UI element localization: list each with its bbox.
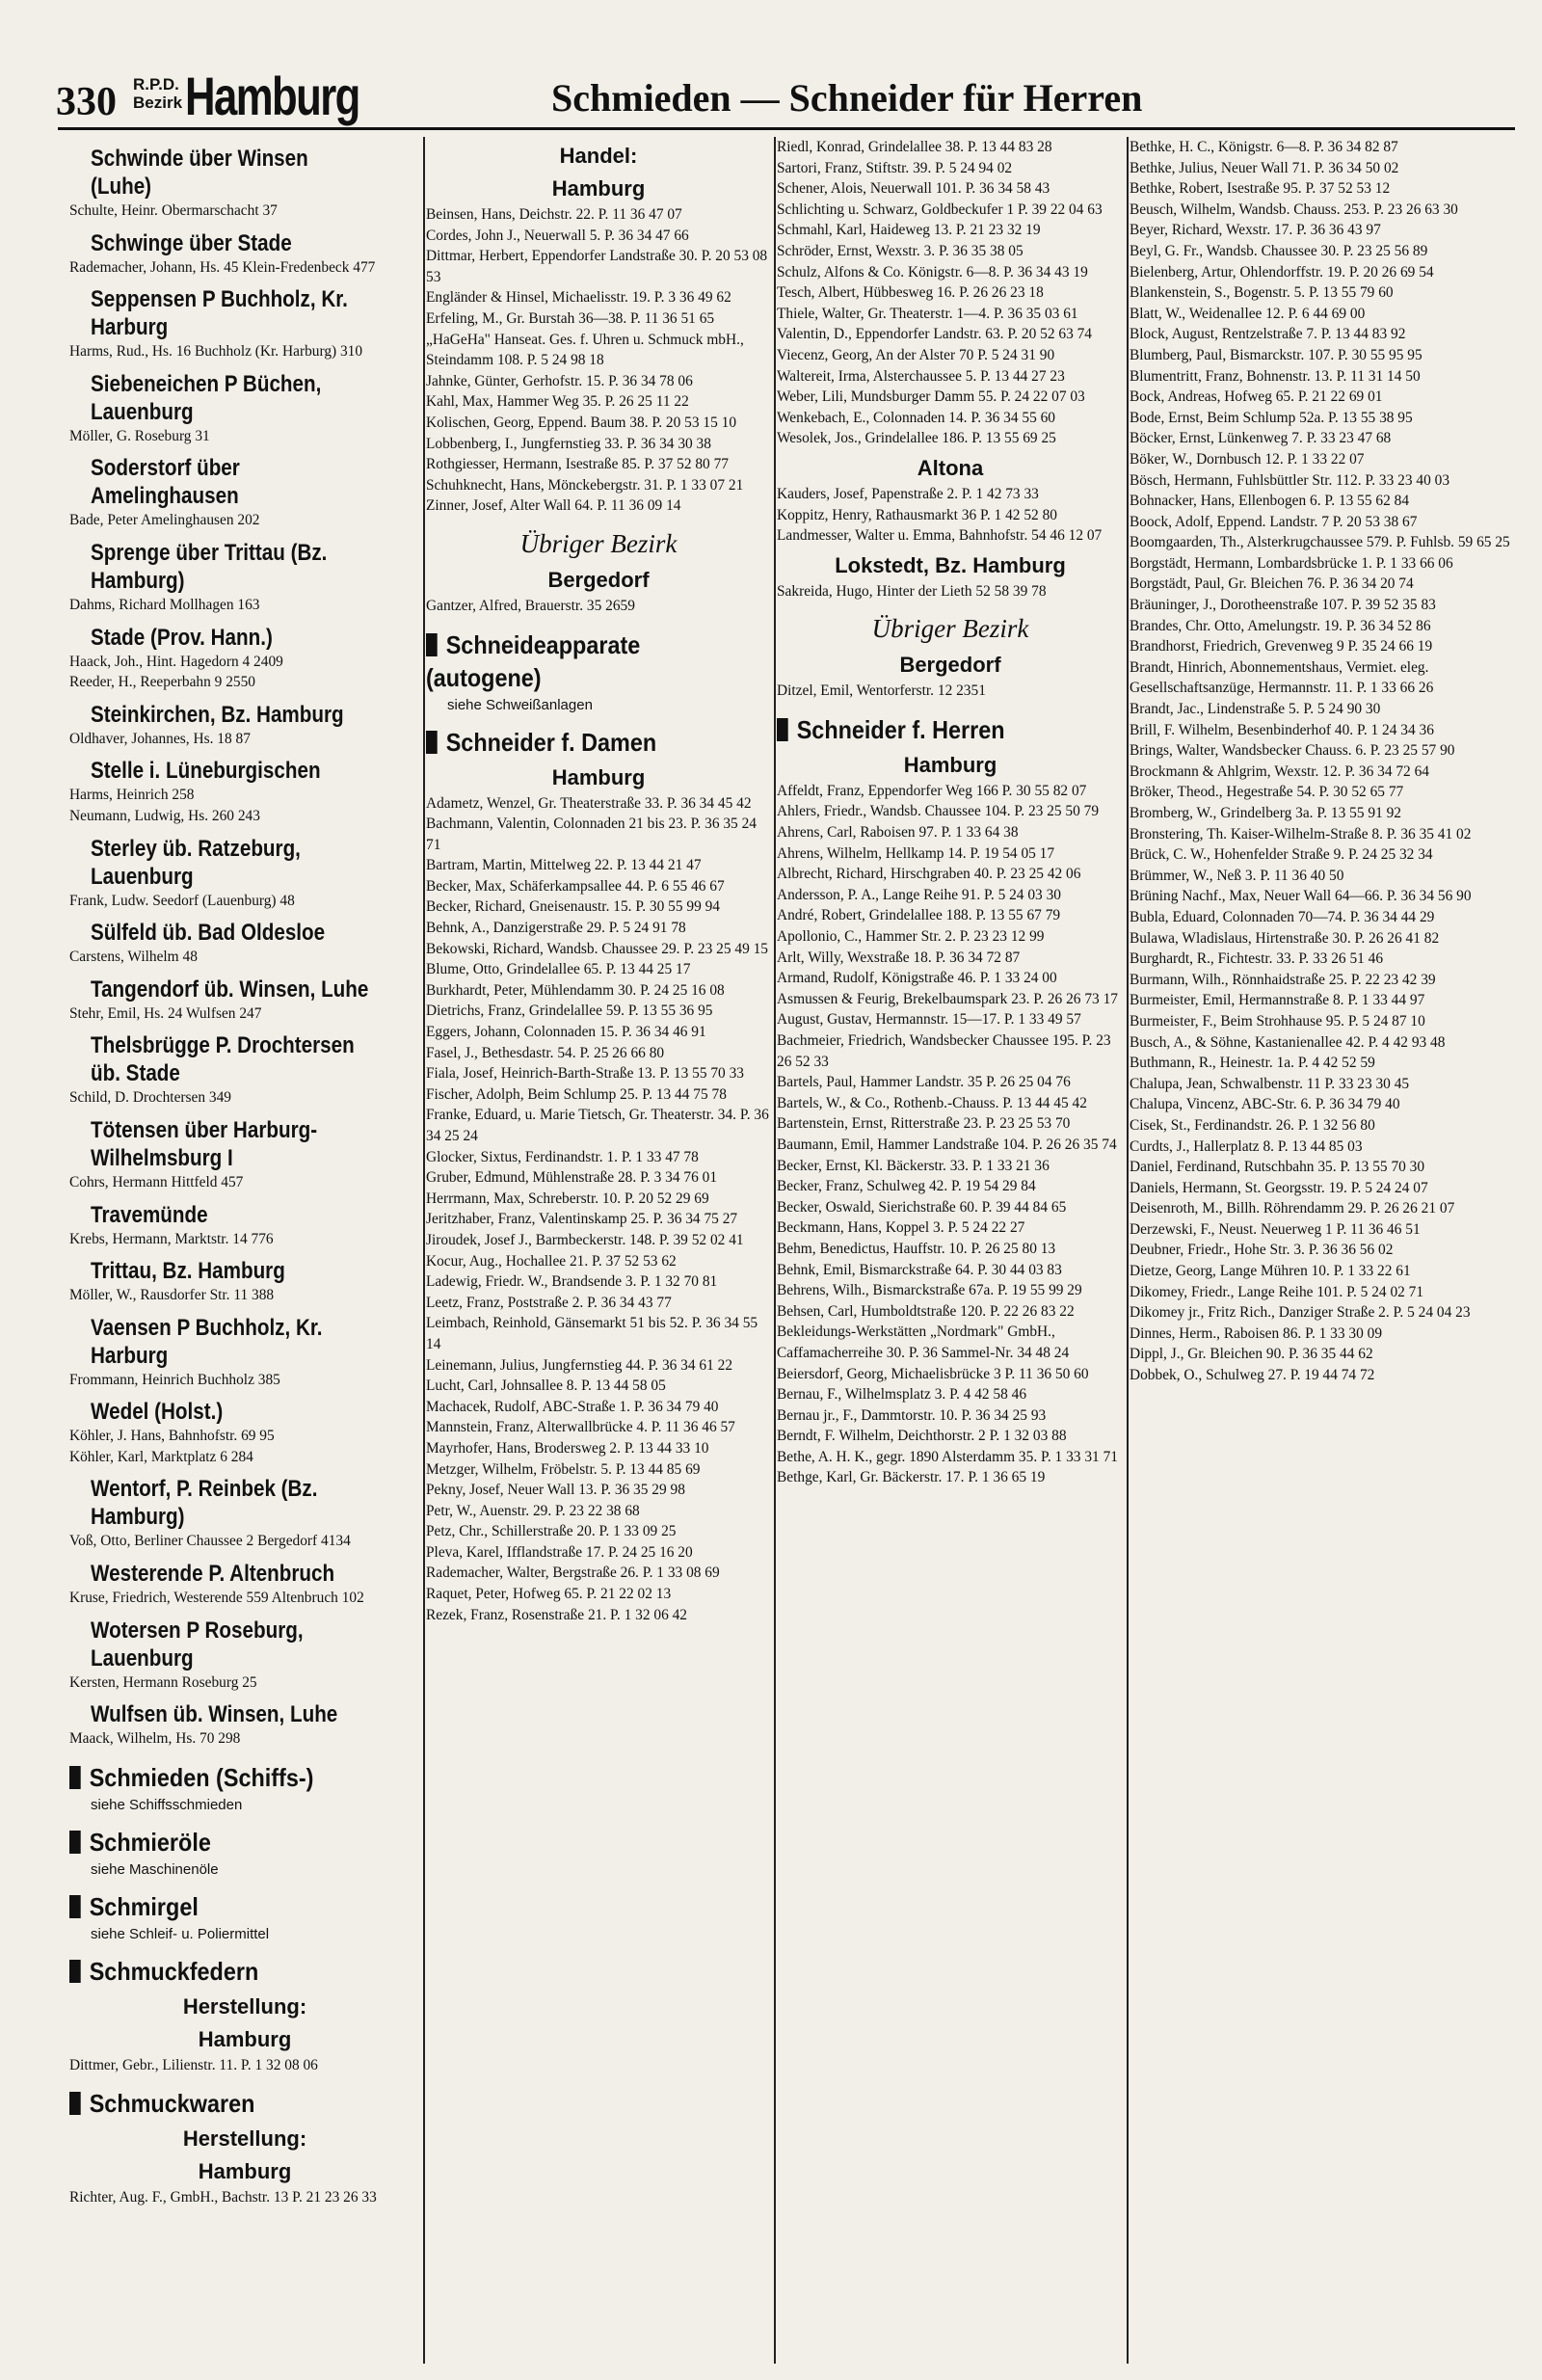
section-heading — [426, 628, 736, 694]
listing-entry: Ditzel, Emil, Wentorferstr. 12 2351 — [777, 682, 986, 700]
listing-entry: Dittmer, Gebr., Lilienstr. 11. P. 1 32 08 06 — [69, 2056, 318, 2073]
listing-entry: Schröder, Ernst, Wexstr. 3. P. 36 35 38 05 — [777, 242, 1024, 259]
listing-entry: Machacek, Rudolf, ABC-Straße 1. P. 36 34 79 40 — [426, 1398, 719, 1415]
listing-entry: Derzewski, F., Neust. Neuerweg 1 P. 11 36 46 51 — [1130, 1220, 1421, 1238]
listing-entry: Brings, Walter, Wandsbecker Chauss. 6. P. 23 25 57 90 — [1130, 742, 1455, 760]
listing-entry: Ahlers, Friedr., Wandsb. Chaussee 104. P. 23 25 50 79 — [777, 803, 1100, 820]
listing-entry: Baumann, Emil, Hammer Landstraße 104. P. 26 26 35 74 — [777, 1136, 1117, 1153]
listing-entry: Ladewig, Friedr. W., Brandsende 3. P. 1 32 70 81 — [426, 1273, 718, 1291]
listing-entry: Böcker, Ernst, Lünkenweg 7. P. 33 23 47 68 — [1130, 430, 1392, 447]
listing-entry: Wesolek, Jos., Grindelallee 186. P. 13 55 69 25 — [777, 430, 1056, 447]
listing-entry: Schild, D. Drochtersen 349 — [69, 1089, 231, 1107]
listing-entry: Franke, Eduard, u. Marie Tietsch, Gr. Theaterstr. 34. P. 36 34 25 24 — [426, 1107, 769, 1144]
listing-entry: André, Robert, Grindelallee 188. P. 13 55 67 79 — [777, 907, 1061, 924]
listing-entry: Beusch, Wilhelm, Wandsb. Chauss. 253. P. 23 26 63 30 — [1130, 201, 1458, 218]
listing-entry: Eggers, Johann, Colonnaden 15. P. 36 34 46 91 — [426, 1024, 706, 1041]
listing-entry: Sartori, Franz, Stiftstr. 39. P. 5 24 94 02 — [777, 159, 1013, 176]
cross-reference: siehe Schleif- u. Poliermittel — [91, 1925, 270, 1942]
listing-entry: Buthmann, R., Heinestr. 1a. P. 4 42 52 59 — [1130, 1055, 1375, 1072]
listing-entry: Gantzer, Alfred, Brauerstr. 35 2659 — [426, 597, 635, 614]
section-heading — [777, 713, 1089, 746]
listing-entry: Bekowski, Richard, Wandsb. Chaussee 29. P. 23 25 49 15 — [426, 940, 769, 957]
listing-entry: Bethke, H. C., Königstr. 6—8. P. 36 34 82 87 — [1130, 139, 1398, 155]
listing-entry: Adametz, Wenzel, Gr. Theaterstraße 33. P. 36 34 45 42 — [426, 794, 752, 812]
locality-heading: Schwinge über Stade — [91, 229, 292, 256]
listing-entry: Richter, Aug. F., GmbH., Bachstr. 13 P. 21 23 26 33 — [69, 2189, 377, 2206]
locality-heading: Steinkirchen, Bz. Hamburg — [91, 701, 344, 728]
listing-entry: Viecenz, Georg, An der Alster 70 P. 5 24 31 90 — [777, 346, 1055, 363]
listing-entry: Brandt, Jac., Lindenstraße 5. P. 5 24 90 30 — [1130, 701, 1381, 718]
column-divider — [423, 137, 425, 2364]
listing-entry: Brück, C. W., Hohenfelder Straße 9. P. 24 25 32 34 — [1130, 846, 1433, 864]
listing-entry: Dippl, J., Gr. Bleichen 90. P. 36 35 44 62 — [1130, 1346, 1373, 1363]
listing-entry: Kocur, Aug., Hochallee 21. P. 37 52 53 62 — [426, 1252, 677, 1270]
listing-entry: Metzger, Wilhelm, Fröbelstr. 5. P. 13 44 85 69 — [426, 1460, 701, 1478]
listing-entry: Dikomey, Friedr., Lange Reihe 101. P. 5 24 02 71 — [1130, 1283, 1424, 1300]
listing-entry: Burmann, Wilh., Rönnhaidstraße 25. P. 22 23 42 39 — [1130, 971, 1436, 988]
listing-entry: Lobbenberg, I., Jungfernstieg 33. P. 36 34 30 38 — [426, 435, 711, 452]
listing-entry: Bartels, W., & Co., Rothenb.-Chauss. P. 13 44 45 42 — [777, 1094, 1087, 1111]
listing-entry: Koppitz, Henry, Rathausmarkt 36 P. 1 42 52 80 — [777, 506, 1057, 523]
listing-entry: Asmussen & Feurig, Brekelbaumspark 23. P. 26 26 73 17 — [777, 990, 1118, 1007]
listing-entry: Berndt, F. Wilhelm, Deichthorstr. 2 P. 1 32 03 88 — [777, 1428, 1067, 1445]
listing-entry: Harms, Heinrich 258 — [69, 787, 195, 804]
listing-entry: Dittmar, Herbert, Eppendorfer Landstraße 30. P. 20 53 08 53 — [426, 248, 768, 285]
listing-entry: Kahl, Max, Hammer Weg 35. P. 26 25 11 22 — [426, 393, 689, 411]
listing-entry: Boomgaarden, Th., Alsterkrugchaussee 579. P. Fuhlsb. 59 65 25 — [1130, 534, 1510, 551]
listing-entry: Boock, Adolf, Eppend. Landstr. 7 P. 20 53 38 67 — [1130, 513, 1418, 530]
listing-entry: Dietze, Georg, Lange Mühren 10. P. 1 33 22 61 — [1130, 1263, 1411, 1280]
listing-entry: Dobbek, O., Schulweg 27. P. 19 44 74 72 — [1130, 1367, 1375, 1384]
listing-entry: Behm, Benedictus, Hauffstr. 10. P. 26 25 80 13 — [777, 1240, 1056, 1257]
locality-heading: Sülfeld üb. Bad Oldesloe — [91, 920, 326, 947]
listing-entry: Bekleidungs-Werkstätten „Nordmark" GmbH., Caffamacherreihe 30. P. 36 Sammel-Nr. 34 48 24 — [777, 1324, 1070, 1361]
listing-entry: Oldhaver, Johannes, Hs. 18 87 — [69, 730, 251, 747]
section-heading-text: Schmirgel — [89, 1891, 199, 1921]
column-2 — [426, 137, 771, 2364]
listing-entry: Valentin, D., Eppendorfer Landstr. 63. P. 20 52 63 74 — [777, 326, 1093, 343]
listing-entry: Blumberg, Paul, Bismarckstr. 107. P. 30 55 95 95 — [1130, 346, 1422, 363]
locality-heading: Vaensen P Buchholz, Kr. Harburg — [91, 1314, 323, 1369]
section-marker — [69, 1831, 81, 1854]
listing-entry: Bronstering, Th. Kaiser-Wilhelm-Straße 8. P. 36 35 41 02 — [1130, 825, 1472, 842]
listing-entry: Haack, Joh., Hint. Hagedorn 4 2409 — [69, 653, 283, 670]
column-1 — [69, 137, 420, 2364]
locality-heading: Travemünde — [91, 1201, 208, 1228]
section-heading — [69, 1890, 386, 1923]
listing-entry: Beinsen, Hans, Deichstr. 22. P. 11 36 47 07 — [426, 206, 682, 223]
locality-heading: Sprenge über Trittau (Bz. Hamburg) — [91, 539, 328, 594]
locality-heading: Stelle i. Lüneburgischen — [91, 758, 321, 785]
listing-entry: Gruber, Edmund, Mühlenstraße 28. P. 3 34 76 01 — [426, 1169, 718, 1187]
listing-entry: Bernau, F., Wilhelmsplatz 3. P. 4 42 58 46 — [777, 1386, 1027, 1404]
listing-entry: Neumann, Ludwig, Hs. 260 243 — [69, 807, 260, 824]
listing-entry: Bethge, Karl, Gr. Bäckerstr. 17. P. 1 36 65 19 — [777, 1469, 1046, 1486]
listing-entry: Bethke, Robert, Isestraße 95. P. 37 52 53 12 — [1130, 180, 1391, 198]
listing-entry: Bachmeier, Friedrich, Wandsbecker Chaussee 195. P. 23 26 52 33 — [777, 1032, 1111, 1070]
listing-entry: Dinnes, Herm., Raboisen 86. P. 1 33 30 09 — [1130, 1324, 1383, 1342]
listing-entry: Petr, W., Auenstr. 29. P. 23 22 38 68 — [426, 1502, 640, 1519]
cross-reference: siehe Maschinenöle — [91, 1860, 219, 1878]
locality-heading: Thelsbrügge P. Drochtersen üb. Stade — [91, 1032, 355, 1087]
listing-entry: Brüning Nachf., Max, Neuer Wall 64—66. P. 36 34 56 90 — [1130, 888, 1472, 905]
section-marker — [69, 2092, 81, 2115]
listing-entry: Fischer, Adolph, Beim Schlump 25. P. 13 44 75 78 — [426, 1085, 727, 1103]
listing-entry: Schulte, Heinr. Obermarschacht 37 — [69, 202, 278, 219]
listing-entry: Burghardt, R., Fichtestr. 33. P. 33 26 51 46 — [1130, 950, 1384, 968]
listing-entry: Engländer & Hinsel, Michaelisstr. 19. P. 3 36 49 62 — [426, 289, 731, 307]
locality-heading: Soderstorf über Amelinghausen — [91, 455, 240, 510]
section-heading-text: Schneider f. Damen — [445, 727, 657, 757]
listing-entry: Bielenberg, Artur, Ohlendorffstr. 19. P. 20 26 69 54 — [1130, 263, 1434, 281]
listing-entry: Rademacher, Walter, Bergstraße 26. P. 1 33 08 69 — [426, 1564, 720, 1582]
listing-entry: Waltereit, Irma, Alsterchaussee 5. P. 13 44 27 23 — [777, 367, 1065, 385]
listing-entry: Daniel, Ferdinand, Rutschbahn 35. P. 13 55 70 30 — [1130, 1159, 1425, 1176]
listing-entry: Bachmann, Valentin, Colonnaden 21 bis 23. P. 36 35 24 71 — [426, 816, 757, 853]
listing-entry: Schulz, Alfons & Co. Königstr. 6—8. P. 36 34 43 19 — [777, 263, 1088, 281]
listing-entry: Beyl, G. Fr., Wandsb. Chaussee 30. P. 23 25 56 89 — [1130, 242, 1428, 259]
page-range-title: Schmieden — Schneider für Herren — [551, 76, 1143, 120]
listing-entry: Beiersdorf, Georg, Michaelisbrücke 3 P. 11 36 50 60 — [777, 1365, 1089, 1382]
locality-heading: Tangendorf üb. Winsen, Luhe — [91, 976, 369, 1003]
listing-entry: Burmeister, F., Beim Strohhause 95. P. 5 24 87 10 — [1130, 1012, 1425, 1030]
subheading: Bergedorf — [547, 567, 650, 592]
listing-entry: Armand, Rudolf, Königstraße 46. P. 1 33 24 00 — [777, 970, 1057, 987]
listing-entry: Leinemann, Julius, Jungfernstieg 44. P. 36 34 61 22 — [426, 1356, 733, 1374]
listing-entry: Raquet, Peter, Hofweg 65. P. 21 22 02 13 — [426, 1586, 672, 1603]
subheading: Hamburg — [903, 752, 997, 777]
locality-heading: Schwinde über Winsen (Luhe) — [91, 146, 308, 200]
listing-entry: Ahrens, Carl, Raboisen 97. P. 1 33 64 38 — [777, 824, 1019, 842]
listing-entry: Pleva, Karel, Ifflandstraße 17. P. 24 25 16 20 — [426, 1543, 693, 1561]
listing-entry: Maack, Wilhelm, Hs. 70 298 — [69, 1730, 241, 1748]
listing-entry: Frank, Ludw. Seedorf (Lauenburg) 48 — [69, 892, 295, 909]
subheading: Hamburg — [551, 176, 646, 201]
listing-entry: Lucht, Carl, Johnsallee 8. P. 13 44 58 05 — [426, 1377, 666, 1395]
listing-entry: Bock, Andreas, Hofweg 65. P. 21 22 69 01 — [1130, 388, 1383, 406]
subheading: Herstellung: — [182, 2126, 307, 2152]
listing-entry: Blankenstein, S., Bogenstr. 5. P. 13 55 79 60 — [1130, 284, 1394, 302]
listing-entry: Behnk, A., Danzigerstraße 29. P. 5 24 91 78 — [426, 920, 686, 937]
listing-entry: Dikomey jr., Fritz Rich., Danziger Straße 2. P. 5 24 04 23 — [1130, 1304, 1471, 1322]
section-heading — [426, 726, 736, 759]
listing-entry: Landmesser, Walter u. Emma, Bahnhofstr. 54 46 12 07 — [777, 527, 1103, 545]
listing-entry: Bartenstein, Ernst, Ritterstraße 23. P. 23 25 53 70 — [777, 1115, 1071, 1133]
locality-heading: Wulfsen üb. Winsen, Luhe — [91, 1701, 338, 1728]
listing-entry: Cisek, St., Ferdinandstr. 26. P. 1 32 56 80 — [1130, 1116, 1375, 1134]
listing-entry: Ahrens, Wilhelm, Hellkamp 14. P. 19 54 05 17 — [777, 844, 1055, 862]
listing-entry: Blatt, W., Weidenallee 12. P. 6 44 69 00 — [1130, 305, 1366, 322]
listing-entry: Jeritzhaber, Franz, Valentinskamp 25. P. 36 34 75 27 — [426, 1211, 738, 1228]
column-divider — [1127, 137, 1129, 2364]
listing-entry: Pekny, Josef, Neuer Wall 13. P. 36 35 29 98 — [426, 1482, 685, 1499]
listing-entry: Jiroudek, Josef J., Barmbeckerstr. 148. P. 39 52 02 41 — [426, 1231, 744, 1248]
listing-entry: Deisenroth, M., Billh. Röhrendamm 29. P. 26 26 21 07 — [1130, 1200, 1455, 1217]
subheading: Bergedorf — [899, 653, 1001, 678]
listing-entry: Behnk, Emil, Bismarckstraße 64. P. 30 44 03 83 — [777, 1261, 1062, 1278]
section-heading-text: Schmieden (Schiffs-) — [89, 1762, 314, 1792]
listing-entry: Kruse, Friedrich, Westerende 559 Altenbruch 102 — [69, 1590, 364, 1607]
listing-entry: Fiala, Josef, Heinrich-Barth-Straße 13. P. 13 55 70 33 — [426, 1065, 744, 1083]
listing-entry: Brill, F. Wilhelm, Besenbinderhof 40. P. 1 24 34 36 — [1130, 721, 1434, 738]
listing-entry: Schener, Alois, Neuerwall 101. P. 36 34 58 43 — [777, 180, 1050, 198]
column-divider — [774, 137, 776, 2364]
listing-entry: Cohrs, Hermann Hittfeld 457 — [69, 1173, 244, 1190]
listing-entry: Tesch, Albert, Hübbesweg 16. P. 26 26 23 18 — [777, 284, 1044, 302]
section-heading-text: Schneider f. Herren — [796, 714, 1005, 744]
listing-entry: Rothgiesser, Hermann, Isestraße 85. P. 37 52 80 77 — [426, 456, 729, 473]
listing-entry: Brockmann & Ahlgrim, Wexstr. 12. P. 36 34 72 64 — [1130, 762, 1429, 780]
listing-entry: Voß, Otto, Berliner Chaussee 2 Bergedorf 4134 — [69, 1533, 351, 1550]
listing-entry: „HaGeHa" Hanseat. Ges. f. Uhren u. Schmuck mbH., Steindamm 108. P. 5 24 98 18 — [426, 331, 744, 369]
listing-entry: Böker, W., Dornbusch 12. P. 1 33 22 07 — [1130, 450, 1365, 468]
section-heading — [69, 1826, 386, 1859]
listing-entry: Bartram, Martin, Mittelweg 22. P. 13 44 21 47 — [426, 857, 702, 874]
listing-entry: Erfeling, M., Gr. Burstah 36—38. P. 11 36 51 65 — [426, 309, 715, 327]
listing-entry: Borgstädt, Paul, Gr. Bleichen 76. P. 36 34 20 74 — [1130, 575, 1414, 593]
section-heading-text: Schmuckwaren — [89, 2089, 255, 2119]
listing-entry: Glocker, Sixtus, Ferdinandstr. 1. P. 1 33 47 78 — [426, 1148, 699, 1165]
subheading: Lokstedt, Bz. Hamburg — [835, 552, 1066, 577]
locality-heading: Seppensen P Buchholz, Kr. Harburg — [91, 286, 348, 341]
header-rule — [58, 127, 1515, 130]
listing-entry: Bade, Peter Amelinghausen 202 — [69, 512, 260, 529]
listing-entry: Bethe, A. H. K., gegr. 1890 Alsterdamm 35. P. 1 33 31 71 — [777, 1448, 1118, 1465]
listing-entry: Becker, Max, Schäferkampsallee 44. P. 6 55 46 67 — [426, 877, 725, 895]
listing-entry: Bräuninger, J., Dorotheenstraße 107. P. 39 52 35 83 — [1130, 597, 1436, 614]
listing-entry: Deubner, Friedr., Hohe Str. 3. P. 36 36 56 02 — [1130, 1242, 1394, 1259]
listing-entry: Leetz, Franz, Poststraße 2. P. 36 34 43 77 — [426, 1294, 672, 1311]
listing-entry: Curdts, J., Hallerplatz 8. P. 13 44 85 03 — [1130, 1137, 1363, 1155]
listing-entry: Behrens, Wilh., Bismarckstraße 67a. P. 19 55 99 29 — [777, 1282, 1082, 1299]
listing-entry: Schuhknecht, Hans, Mönckebergstr. 31. P. 1 33 07 21 — [426, 476, 744, 494]
listing-entry: Chalupa, Vincenz, ABC-Str. 6. P. 36 34 79 40 — [1130, 1096, 1400, 1113]
locality-heading: Siebeneichen P Büchen, Lauenburg — [91, 370, 322, 425]
listing-entry: Möller, G. Roseburg 31 — [69, 427, 210, 444]
listing-entry: August, Gustav, Hermannstr. 15—17. P. 1 33 49 57 — [777, 1011, 1081, 1029]
listing-entry: Busch, A., & Söhne, Kastanienallee 42. P. 4 42 93 48 — [1130, 1033, 1446, 1051]
locality-heading: Wotersen P Roseburg, Lauenburg — [91, 1617, 304, 1671]
listing-entry: Bromberg, W., Grindelberg 3a. P. 13 55 91 92 — [1130, 805, 1402, 821]
subheading: Herstellung: — [182, 1993, 307, 2019]
locality-heading: Stade (Prov. Hann.) — [91, 624, 273, 651]
listing-entry: Rademacher, Johann, Hs. 45 Klein-Fredenbeck 477 — [69, 258, 376, 276]
section-heading-text: Schmuckfedern — [89, 1956, 259, 1986]
listing-entry: Bethke, Julius, Neuer Wall 71. P. 36 34 50 02 — [1130, 159, 1399, 176]
listing-entry: Thiele, Walter, Gr. Theaterstr. 1—4. P. 36 35 03 61 — [777, 305, 1078, 322]
listing-entry: Brümmer, W., Neß 3. P. 11 36 40 50 — [1130, 867, 1344, 884]
listing-entry: Affeldt, Franz, Eppendorfer Weg 166 P. 30 55 82 07 — [777, 782, 1087, 799]
listing-entry: Albrecht, Richard, Hirschgraben 40. P. 23 25 42 06 — [777, 866, 1081, 883]
listing-entry: Blume, Otto, Grindelallee 65. P. 13 44 25 17 — [426, 961, 691, 978]
listing-entry: Becker, Oswald, Sierichstraße 60. P. 39 44 84 65 — [777, 1198, 1067, 1216]
listing-entry: Rezek, Franz, Rosenstraße 21. P. 1 32 06 42 — [426, 1606, 688, 1623]
section-marker — [426, 633, 438, 656]
listing-entry: Brandhorst, Friedrich, Grevenweg 9 P. 35 24 66 19 — [1130, 638, 1433, 655]
listing-entry: Daniels, Hermann, St. Georgsstr. 19. P. 5 24 24 07 — [1130, 1179, 1428, 1196]
rpd-label: R.P.D. — [133, 75, 179, 94]
listing-entry: Mayrhofer, Hans, Brodersweg 2. P. 13 44 33 10 — [426, 1439, 709, 1457]
listing-entry: Stehr, Emil, Hs. 24 Wulfsen 247 — [69, 1004, 262, 1022]
column-4 — [1130, 137, 1523, 2364]
listing-entry: Becker, Ernst, Kl. Bäckerstr. 33. P. 1 33 21 36 — [777, 1157, 1050, 1174]
subheading: Handel: — [559, 144, 638, 168]
listing-entry: Brandt, Hinrich, Abonnementshaus, Vermiet. eleg. Gesellschaftsanzüge, Hermannstr. 11. P. 1 33 66 26 — [1130, 658, 1434, 697]
section-heading-text: Schneideapparate (autogene) — [426, 629, 641, 692]
listing-entry: Möller, W., Rausdorfer Str. 11 388 — [69, 1287, 275, 1304]
listing-entry: Dietrichs, Franz, Grindelallee 59. P. 13 55 36 95 — [426, 1003, 713, 1020]
listing-entry: Block, August, Rentzelstraße 7. P. 13 44 83 92 — [1130, 326, 1406, 343]
section-marker — [777, 718, 788, 741]
listing-entry: Bernau jr., F., Dammtorstr. 10. P. 36 34 25 93 — [777, 1406, 1047, 1424]
listing-entry: Petz, Chr., Schillerstraße 20. P. 1 33 09 25 — [426, 1523, 677, 1540]
section-heading-text: Schmieröle — [89, 1827, 211, 1857]
listing-entry: Köhler, J. Hans, Bahnhofstr. 69 95 — [69, 1428, 275, 1445]
listing-entry: Riedl, Konrad, Grindelallee 38. P. 13 44 83 28 — [777, 139, 1052, 155]
listing-entry: Kolischen, Georg, Eppend. Baum 38. P. 20 53 15 10 — [426, 414, 737, 431]
subheading: Altona — [917, 455, 984, 480]
page-number: 330 — [56, 80, 117, 124]
bezirk-label: Bezirk — [133, 94, 183, 112]
listing-entry: Harms, Rud., Hs. 16 Buchholz (Kr. Harburg) 310 — [69, 343, 363, 361]
listing-entry: Arlt, Willy, Wexstraße 18. P. 36 34 72 87 — [777, 949, 1021, 966]
listing-entry: Burkhardt, Peter, Mühlendamm 30. P. 24 25 16 08 — [426, 981, 725, 999]
listing-entry: Weber, Lili, Mundsburger Damm 55. P. 24 22 07 03 — [777, 388, 1085, 406]
listing-entry: Leimbach, Reinhold, Gänsemarkt 51 bis 52. P. 36 34 55 14 — [426, 1315, 758, 1352]
listing-entry: Andersson, P. A., Lange Reihe 91. P. 5 24 03 30 — [777, 886, 1061, 903]
subheading: Hamburg — [551, 764, 646, 789]
cross-reference: siehe Schiffsschmieden — [91, 1796, 243, 1813]
listing-entry: Sakreida, Hugo, Hinter der Lieth 52 58 39 78 — [777, 582, 1047, 600]
locality-heading: Wentorf, P. Reinbek (Bz. Hamburg) — [91, 1476, 318, 1531]
section-marker — [426, 731, 438, 754]
listing-entry: Fasel, J., Bethesdastr. 54. P. 25 26 66 80 — [426, 1044, 665, 1061]
listing-entry: Schmahl, Karl, Haideweg 13. P. 21 23 32 19 — [777, 222, 1041, 239]
section-heading — [69, 1761, 386, 1794]
locality-heading: Trittau, Bz. Hamburg — [91, 1258, 285, 1285]
listing-entry: Behsen, Carl, Humboldtstraße 120. P. 22 26 83 22 — [777, 1302, 1075, 1320]
listing-entry: Herrmann, Max, Schreberstr. 10. P. 20 52 29 69 — [426, 1190, 709, 1207]
listing-entry: Frommann, Heinrich Buchholz 385 — [69, 1371, 280, 1388]
listing-entry: Kauders, Josef, Papenstraße 2. P. 1 42 73 33 — [777, 485, 1039, 502]
listing-entry: Beyer, Richard, Wexstr. 17. P. 36 36 43 97 — [1130, 222, 1381, 239]
listing-entry: Beckmann, Hans, Koppel 3. P. 5 24 22 27 — [777, 1219, 1025, 1237]
listing-entry: Krebs, Hermann, Marktstr. 14 776 — [69, 1230, 274, 1247]
listing-entry: Zinner, Josef, Alter Wall 64. P. 11 36 09 14 — [426, 497, 681, 515]
listing-entry: Mannstein, Franz, Alterwallbrücke 4. P. 11 36 46 57 — [426, 1419, 735, 1436]
section-marker — [69, 1895, 81, 1918]
listing-entry: Jahnke, Günter, Gerhofstr. 15. P. 36 34 78 06 — [426, 372, 693, 389]
listing-entry: Burmeister, Emil, Hermannstraße 8. P. 1 33 44 97 — [1130, 992, 1425, 1009]
district-label — [133, 75, 182, 112]
section-heading — [69, 1955, 386, 1988]
listing-entry: Carstens, Wilhelm 48 — [69, 949, 198, 966]
column-3 — [777, 137, 1124, 2364]
section-marker — [69, 1766, 81, 1789]
listing-entry: Blumentritt, Franz, Bohnenstr. 13. P. 11 31 14 50 — [1130, 367, 1421, 385]
section-marker — [69, 1960, 81, 1983]
listing-entry: Bubla, Eduard, Colonnaden 70—74. P. 36 34 44 29 — [1130, 908, 1435, 925]
listing-entry: Becker, Richard, Gneisenaustr. 15. P. 30 55 99 94 — [426, 898, 721, 916]
listing-entry: Cordes, John J., Neuerwall 5. P. 36 34 47 66 — [426, 227, 689, 244]
section-heading — [69, 2087, 386, 2120]
region-heading: Übriger Bezirk — [871, 614, 1029, 644]
listing-entry: Kersten, Hermann Roseburg 25 — [69, 1673, 257, 1691]
listing-entry: Brandes, Chr. Otto, Amelungstr. 19. P. 36 34 52 86 — [1130, 617, 1431, 634]
subheading: Hamburg — [198, 2159, 292, 2184]
listing-entry: Bösch, Hermann, Fuhlsbüttler Str. 112. P. 33 23 40 03 — [1130, 471, 1450, 489]
listing-entry: Schlichting u. Schwarz, Goldbeckufer 1 P. 39 22 04 63 — [777, 201, 1103, 218]
locality-heading: Tötensen über Harburg-Wilhelmsburg I — [91, 1116, 318, 1171]
locality-heading: Sterley üb. Ratzeburg, Lauenburg — [91, 835, 301, 890]
listing-entry: Chalupa, Jean, Schwalbenstr. 11 P. 33 23 30 45 — [1130, 1075, 1410, 1092]
listing-entry: Wenkebach, E., Colonnaden 14. P. 36 34 55 60 — [777, 409, 1056, 426]
listing-entry: Bode, Ernst, Beim Schlump 52a. P. 13 55 38 95 — [1130, 409, 1413, 426]
listing-entry: Dahms, Richard Mollhagen 163 — [69, 596, 260, 613]
city-title: Hamburg — [185, 66, 359, 126]
locality-heading: Westerende P. Altenbruch — [91, 1561, 335, 1588]
page-header — [50, 66, 1521, 126]
listing-entry: Bartels, Paul, Hammer Landstr. 35 P. 26 25 04 76 — [777, 1074, 1071, 1091]
cross-reference: siehe Schweißanlagen — [447, 696, 593, 713]
locality-heading: Wedel (Holst.) — [91, 1399, 224, 1426]
listing-entry: Borgstädt, Hermann, Lombardsbrücke 1. P. 1 33 66 06 — [1130, 554, 1453, 572]
listing-entry: Apollonio, C., Hammer Str. 2. P. 23 23 12 99 — [777, 928, 1045, 946]
region-heading: Übriger Bezirk — [519, 528, 678, 558]
subheading: Hamburg — [198, 2026, 292, 2051]
listing-entry: Reeder, H., Reeperbahn 9 2550 — [69, 674, 255, 691]
listing-entry: Köhler, Karl, Marktplatz 6 284 — [69, 1448, 253, 1465]
listing-entry: Becker, Franz, Schulweg 42. P. 19 54 29 84 — [777, 1178, 1036, 1195]
listing-entry: Bulawa, Wladislaus, Hirtenstraße 30. P. 26 26 41 82 — [1130, 929, 1440, 947]
listing-entry: Bohnacker, Hans, Ellenbogen 6. P. 13 55 62 84 — [1130, 493, 1410, 510]
listing-entry: Bröker, Theod., Hegestraße 54. P. 30 52 65 77 — [1130, 784, 1404, 801]
